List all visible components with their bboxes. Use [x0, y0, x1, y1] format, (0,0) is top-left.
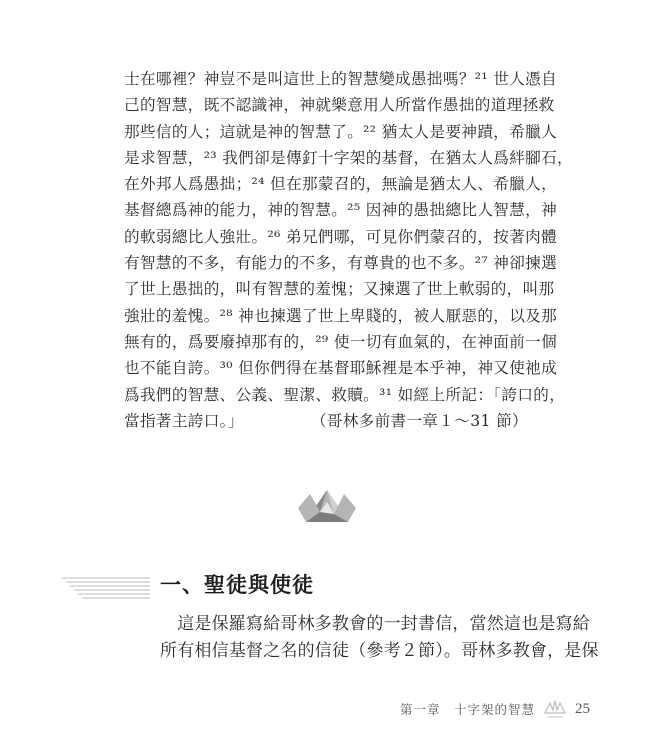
scripture-citation: （哥林多前書一章１～31 節） [310, 411, 528, 430]
scripture-line: 了世上愚拙的，叫有智慧的羞愧；又揀選了世上軟弱的，叫那 [124, 280, 555, 299]
scripture-line: 在外邦人爲愚拙；²⁴ 但在那蒙召的，無論是猶太人、希臘人， [124, 175, 558, 194]
scripture-line: 無有的，爲要廢掉那有的，²⁹ 使一切有血氣的，在神面前一個 [124, 332, 558, 351]
scripture-line: 爲我們的智慧、公義、聖潔、救贖。³¹ 如經上所記：「誇口的， [124, 385, 566, 404]
scripture-quote [124, 66, 573, 434]
scripture-line: 基督總爲神的能力，神的智慧。²⁵ 因神的愚拙總比人智慧，神 [124, 201, 558, 220]
scripture-line: 是求智慧，²³ 我們卻是傳釘十字架的基督，在猶太人爲絆腳石， [124, 148, 573, 167]
body-line: 這是保羅寫給哥林多教會的一封書信，當然這也是寫給 [160, 614, 590, 634]
section-heading-decoration [62, 575, 150, 601]
scripture-line: 那些信的人；這就是神的智慧了。²² 猶太人是要神蹟，希臘人 [124, 122, 558, 141]
body-line: 所有相信基督之名的信徒（參考２節）。哥林多教會，是保 [160, 641, 599, 661]
scripture-line: 的軟弱總比人強壯。²⁶ 弟兄們哪，可見你們蒙召的，按著肉體 [124, 227, 558, 246]
page-footer [400, 699, 590, 719]
footer-ornament-icon [543, 699, 567, 719]
scripture-last-line [124, 408, 528, 434]
body-paragraph [160, 611, 599, 665]
scripture-line: 己的智慧，既不認識神，神就樂意用人所當作愚拙的道理拯救 [124, 96, 555, 115]
crown-ornament-icon [296, 488, 358, 524]
page-number: 25 [575, 700, 590, 717]
footer-chapter-title: 第一章 十字架的智慧 [399, 702, 535, 717]
scripture-line: 強壯的羞愧。²⁸ 神也揀選了世上卑賤的，被人厭惡的，以及那 [124, 306, 558, 325]
scripture-line-end: 當指著主誇口。」 [124, 411, 244, 430]
scripture-line: 有智慧的不多，有能力的不多，有尊貴的也不多。²⁷ 神卻揀選 [124, 254, 558, 273]
section-title: 一、聖徒與使徒 [160, 573, 314, 597]
scripture-line: 士在哪裡？神豈不是叫這世上的智慧變成愚拙嗎？²¹ 世人憑自 [124, 70, 558, 88]
scripture-line: 也不能自誇。³⁰ 但你們得在基督耶穌裡是本乎神，神又使祂成 [124, 359, 558, 378]
